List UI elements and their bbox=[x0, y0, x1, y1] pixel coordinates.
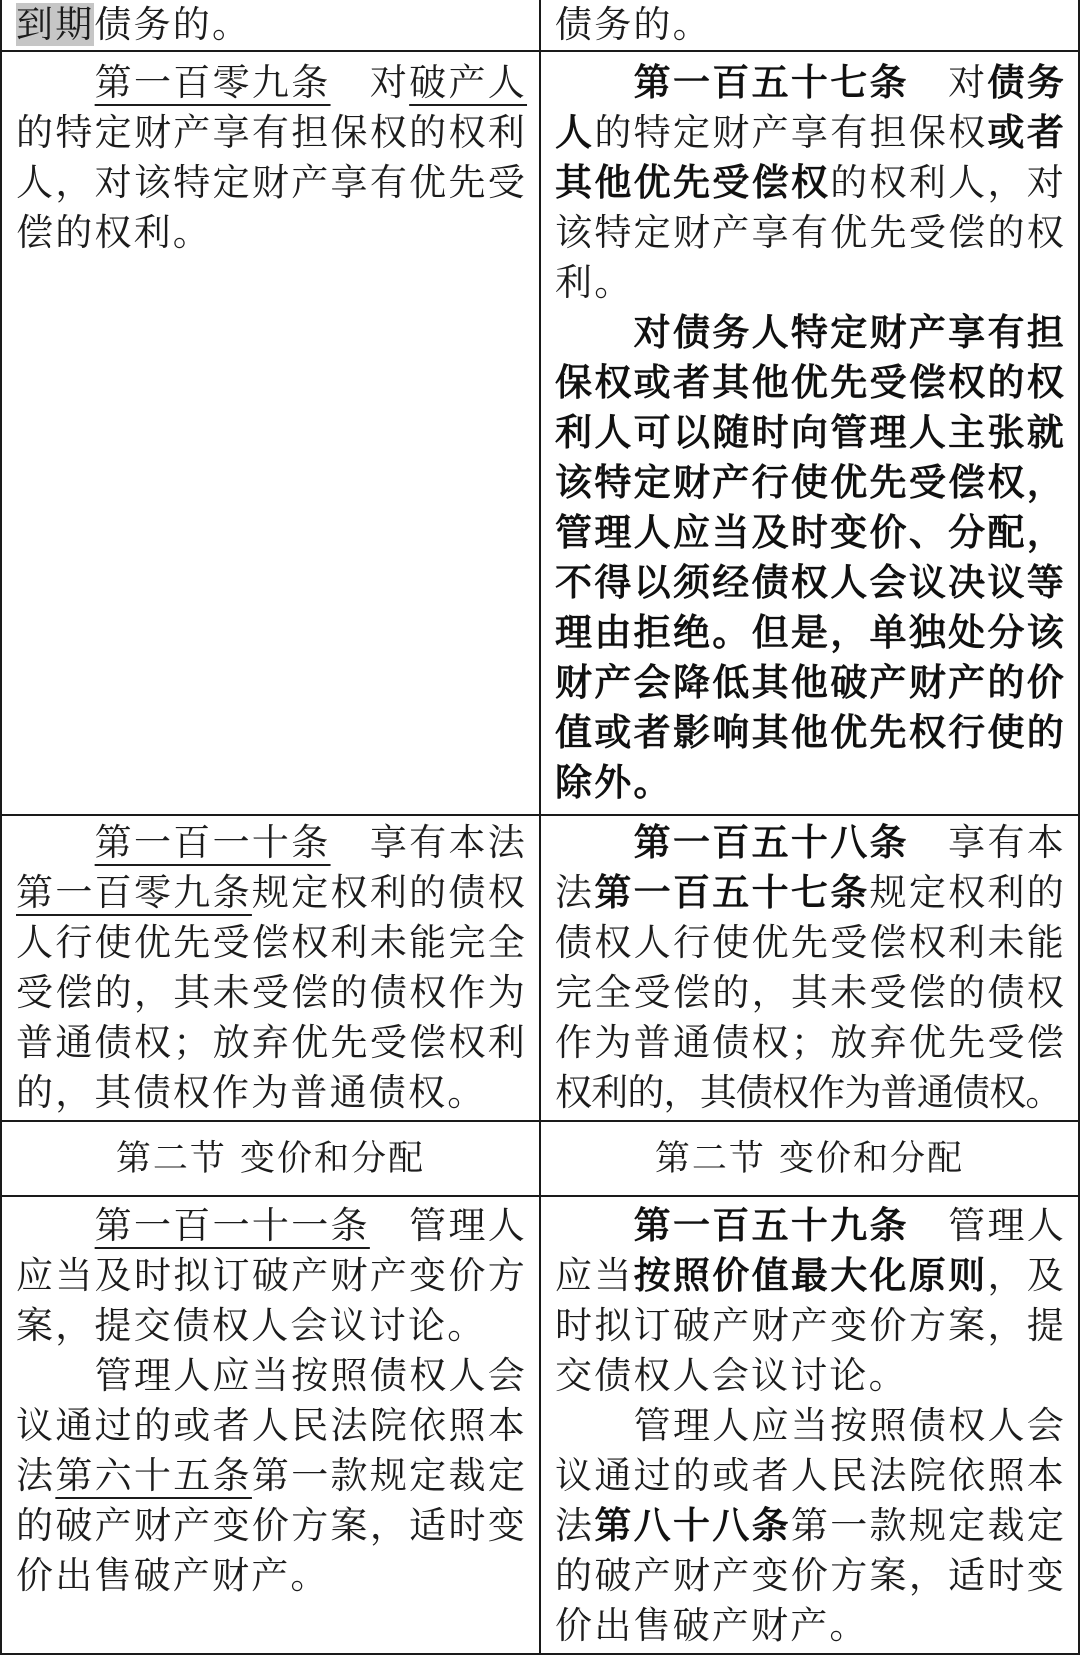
section-heading-row bbox=[0, 1122, 1080, 1197]
text-line bbox=[16, 58, 527, 108]
text-segment: 管理人 bbox=[369, 1204, 527, 1247]
text-segment: 对 bbox=[908, 61, 988, 104]
article-paragraph bbox=[16, 0, 527, 50]
text-line bbox=[555, 508, 1066, 558]
underlined-text: 破产人 bbox=[409, 61, 528, 104]
text-line bbox=[555, 1351, 1066, 1401]
section-heading: 第二节 变价和分配 bbox=[654, 1138, 965, 1179]
text-line bbox=[555, 1301, 1066, 1351]
text-segment: 价出售破产财产。 bbox=[555, 1604, 869, 1647]
underlined-text: 第六十五条 bbox=[55, 1454, 252, 1497]
text-line bbox=[555, 1551, 1066, 1601]
text-segment: 利。 bbox=[555, 261, 634, 304]
bold-text: 人 bbox=[555, 111, 595, 154]
text-line bbox=[16, 1018, 527, 1068]
bold-text: 不得以须经债权人会议决议等 bbox=[555, 561, 1066, 604]
text-segment: 的特定财产享有担保权 bbox=[594, 111, 988, 154]
text-segment: 享有本法 bbox=[330, 821, 528, 864]
text-line bbox=[555, 0, 1066, 50]
table-row bbox=[0, 1197, 1080, 1655]
bold-text: 理由拒绝。但是，单独处分该 bbox=[555, 611, 1066, 654]
bold-text: 债务 bbox=[987, 61, 1066, 104]
article-paragraph bbox=[16, 1201, 527, 1351]
article-paragraph bbox=[16, 1351, 527, 1601]
text-line bbox=[555, 108, 1066, 158]
text-segment: 人行使优先受偿权利未能完全 bbox=[16, 921, 527, 964]
text-segment: 的破产财产变价方案，适时变 bbox=[16, 1504, 527, 1547]
text-line bbox=[16, 818, 527, 868]
bold-text: 财产会降低其他破产财产的价 bbox=[555, 661, 1066, 704]
right-column-cell bbox=[541, 52, 1080, 814]
text-segment: 规定权利的 bbox=[869, 871, 1067, 914]
text-line bbox=[555, 658, 1066, 708]
text-line bbox=[555, 458, 1066, 508]
text-segment: ，及 bbox=[987, 1254, 1066, 1297]
text-line bbox=[16, 1201, 527, 1251]
text-segment: 管理人应当按照债权人会 bbox=[16, 1354, 527, 1397]
text-line bbox=[555, 1401, 1066, 1451]
right-column-cell bbox=[541, 1197, 1080, 1653]
text-segment: 的，其债权作为普通债权。 bbox=[16, 1071, 487, 1114]
bold-text: 第一百五十九条 bbox=[633, 1204, 909, 1247]
text-segment bbox=[16, 821, 95, 864]
article-paragraph bbox=[555, 58, 1066, 308]
right-column-cell bbox=[541, 0, 1080, 50]
text-line bbox=[16, 208, 527, 258]
text-line bbox=[16, 108, 527, 158]
text-line bbox=[555, 818, 1066, 868]
text-line bbox=[555, 608, 1066, 658]
text-segment: 法 bbox=[16, 1454, 56, 1497]
article-paragraph bbox=[16, 58, 527, 258]
text-segment: 债权人行使优先受偿权利未能 bbox=[555, 921, 1066, 964]
text-segment: 受偿的，其未受偿的债权作为 bbox=[16, 971, 527, 1014]
text-segment: 法 bbox=[555, 871, 595, 914]
text-segment: 权利的，其债权作为普通债权。 bbox=[555, 1071, 1062, 1114]
text-segment: 管理人应当按照债权人会 bbox=[555, 1404, 1066, 1447]
section-heading: 第二节 变价和分配 bbox=[115, 1138, 426, 1179]
text-line bbox=[555, 1068, 1066, 1118]
text-line bbox=[555, 358, 1066, 408]
text-segment: 管理人 bbox=[908, 1204, 1066, 1247]
underlined-text: 第一百一十条 bbox=[94, 821, 331, 864]
text-line bbox=[16, 1551, 527, 1601]
text-segment: 的特定财产享有担保权的权利 bbox=[16, 111, 527, 154]
underlined-text: 第一百零九条 bbox=[94, 61, 331, 104]
text-segment: 享有本 bbox=[908, 821, 1066, 864]
text-line bbox=[16, 1251, 527, 1301]
text-segment: 法 bbox=[555, 1504, 595, 1547]
bold-text: 对债务人特定财产享有担 bbox=[555, 311, 1066, 354]
text-segment: 该特定财产享有优先受偿的权 bbox=[555, 211, 1066, 254]
table-row bbox=[0, 816, 1080, 1122]
text-line bbox=[16, 1068, 527, 1118]
text-segment bbox=[555, 821, 634, 864]
bold-text: 按照价值最大化原则 bbox=[633, 1254, 988, 1297]
text-line bbox=[555, 158, 1066, 208]
bold-text: 该特定财产行使优先受偿权， bbox=[555, 461, 1066, 504]
text-line bbox=[555, 208, 1066, 258]
text-line bbox=[555, 868, 1066, 918]
text-line bbox=[555, 558, 1066, 608]
text-segment: 人，对该特定财产享有优先受 bbox=[16, 161, 527, 204]
text-line bbox=[16, 868, 527, 918]
text-segment: 作为普通债权；放弃优先受偿 bbox=[555, 1021, 1066, 1064]
text-segment: 时拟订破产财产变价方案，提 bbox=[555, 1304, 1066, 1347]
text-segment: 价出售破产财产。 bbox=[16, 1554, 330, 1597]
bold-text: 除外。 bbox=[555, 761, 673, 804]
bold-text: 第一百五十八条 bbox=[633, 821, 909, 864]
article-paragraph bbox=[555, 0, 1066, 50]
underlined-text: 第一百零九条 bbox=[16, 871, 252, 914]
text-line bbox=[555, 758, 1066, 808]
text-segment: 的破产财产变价方案，适时变 bbox=[555, 1554, 1066, 1597]
text-segment: 债务的。 bbox=[555, 3, 712, 46]
right-column-cell bbox=[541, 1122, 1080, 1195]
bold-text: 值或者影响其他优先权行使的 bbox=[555, 711, 1066, 754]
text-line bbox=[16, 1401, 527, 1451]
text-segment: 偿的权利。 bbox=[16, 211, 212, 254]
text-segment: 普通债权；放弃优先受偿权利 bbox=[16, 1021, 527, 1064]
text-line bbox=[16, 1301, 527, 1351]
highlighted-text: 到期 bbox=[16, 3, 95, 46]
table-row bbox=[0, 52, 1080, 816]
bold-text: 其他优先受偿权 bbox=[555, 161, 831, 204]
left-column-cell bbox=[0, 1122, 541, 1195]
article-paragraph bbox=[555, 308, 1066, 808]
text-line bbox=[16, 0, 527, 50]
text-line bbox=[555, 308, 1066, 358]
text-line bbox=[555, 1251, 1066, 1301]
text-line bbox=[555, 258, 1066, 308]
left-column-cell bbox=[0, 816, 541, 1120]
bold-text: 管理人应当及时变价、分配， bbox=[555, 511, 1066, 554]
bold-text: 利人可以随时向管理人主张就 bbox=[555, 411, 1066, 454]
underlined-text: 第一百一十一条 bbox=[94, 1204, 370, 1247]
text-segment: 议通过的或者人民法院依照本 bbox=[16, 1404, 527, 1447]
bold-text: 第一百五十七条 bbox=[594, 871, 870, 914]
bold-text: 或者 bbox=[987, 111, 1067, 154]
text-line bbox=[555, 1451, 1066, 1501]
text-line bbox=[555, 968, 1066, 1018]
text-segment: 对 bbox=[330, 61, 410, 104]
bold-text: 第一百五十七条 bbox=[633, 61, 909, 104]
text-line bbox=[16, 1351, 527, 1401]
text-segment: 第一款规定裁定 bbox=[251, 1454, 528, 1497]
left-column-cell bbox=[0, 0, 541, 50]
text-segment: 完全受偿的，其未受偿的债权 bbox=[555, 971, 1066, 1014]
text-segment bbox=[16, 61, 95, 104]
article-paragraph bbox=[16, 818, 527, 1118]
bold-text: 第八十八条 bbox=[594, 1504, 791, 1547]
text-segment: 第一款规定裁定 bbox=[790, 1504, 1067, 1547]
text-segment: 的权利人，对 bbox=[830, 161, 1066, 204]
article-paragraph bbox=[555, 818, 1066, 1118]
text-segment: 应当及时拟订破产财产变价方 bbox=[16, 1254, 527, 1297]
text-line bbox=[16, 1451, 527, 1501]
text-line bbox=[555, 1601, 1066, 1651]
text-segment: 规定权利的债权 bbox=[251, 871, 528, 914]
table-row bbox=[0, 0, 1080, 52]
left-column-cell bbox=[0, 1197, 541, 1653]
right-column-cell bbox=[541, 816, 1080, 1120]
text-segment bbox=[555, 61, 634, 104]
text-line bbox=[555, 918, 1066, 968]
text-segment: 债务的。 bbox=[94, 3, 252, 46]
text-segment: 应当 bbox=[555, 1254, 634, 1297]
text-line bbox=[16, 158, 527, 208]
text-segment: 议通过的或者人民法院依照本 bbox=[555, 1454, 1066, 1497]
text-segment bbox=[16, 1204, 95, 1247]
article-paragraph bbox=[555, 1401, 1066, 1651]
article-paragraph bbox=[555, 1201, 1066, 1401]
text-line bbox=[555, 1018, 1066, 1068]
text-line bbox=[16, 1501, 527, 1551]
text-segment: 案，提交债权人会议讨论。 bbox=[16, 1304, 487, 1347]
text-line bbox=[555, 408, 1066, 458]
bold-text: 保权或者其他优先受偿权的权 bbox=[555, 361, 1066, 404]
text-segment bbox=[555, 1204, 634, 1247]
text-segment: 交债权人会议讨论。 bbox=[555, 1354, 908, 1397]
text-line bbox=[555, 708, 1066, 758]
text-line bbox=[555, 1201, 1066, 1251]
text-line bbox=[16, 918, 527, 968]
left-column-cell bbox=[0, 52, 541, 814]
text-line bbox=[555, 58, 1066, 108]
text-line bbox=[555, 1501, 1066, 1551]
text-line bbox=[16, 968, 527, 1018]
